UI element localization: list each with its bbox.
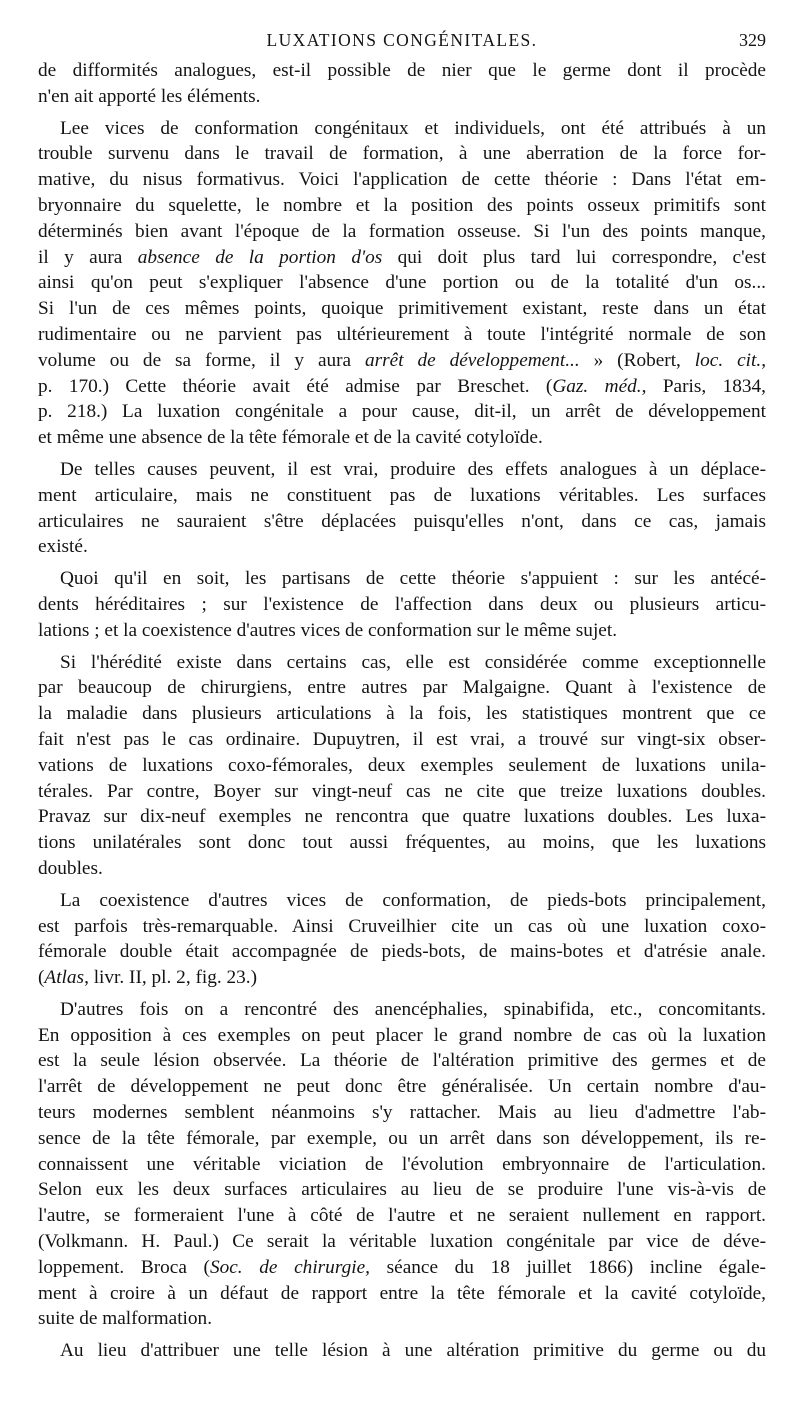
text-line [38, 914, 766, 940]
text-line [38, 1255, 766, 1281]
paragraph [38, 457, 766, 560]
text-run: fait n'est pas le cas ordinaire. Dupuytren, il est vrai, a trouvé sur vingt-six obser- [38, 728, 766, 750]
italic-text: Soc. de chirurgie, [209, 1256, 370, 1278]
text-run: trouble survenu dans le travail de formation, à une aberration de la force for- [38, 143, 766, 165]
text-run: , Paris, 1834, [641, 375, 767, 397]
text-run: séance du 18 juillet 1866) incline égale- [369, 1256, 766, 1278]
text-run: sence de la tête fémorale, par exemple, ou un arrêt dans son développement, ils re- [38, 1127, 766, 1149]
text-line [38, 534, 766, 560]
text-run: est parfois très-remarquable. Ainsi Cruveilhier cite un cas où une luxation coxo- [38, 915, 766, 937]
text-line [38, 399, 766, 425]
text-run: térales. Par contre, Boyer sur vingt-neuf cas ne cite que treize luxations doubles. [38, 780, 766, 802]
text-run: par beaucoup de chirurgiens, entre autres par Malgaigne. Quant à l'existence de [38, 677, 766, 699]
text-run: la maladie dans plusieurs articulations à la fois, les statistiques montrent que ce [38, 703, 766, 725]
text-run: fémorale double était accompagnée de pieds-bots, de mains-botes et d'atrésie anale. [38, 941, 766, 963]
text-run: (Volkmann. H. Paul.) Ce serait la véritable luxation congénitale par vice de déve- [38, 1231, 766, 1253]
paragraph [38, 58, 766, 110]
italic-text: loc. cit. [694, 349, 762, 371]
text-run: p. 170.) Cette théorie avait été admise par Breschet. ( [38, 375, 553, 397]
text-run: tions unilatérales sont donc tout aussi fréquentes, au moins, que les luxations [38, 832, 766, 854]
text-line [38, 592, 766, 618]
text-line [38, 753, 766, 779]
italic-text: Gaz. méd. [552, 375, 642, 397]
text-run: loppement. Broca ( [38, 1256, 210, 1278]
text-run: ment articulaire, mais ne constituent pas de luxations véritables. Les surfaces [38, 484, 766, 506]
text-line [38, 84, 766, 110]
text-run: Pravaz sur dix-neuf exemples ne rencontra que quatre luxations doubles. Les luxa- [38, 806, 766, 828]
text-run: l'autre, se formeraient l'une à côté de l'autre et ne seraient nullement en rapport. [38, 1205, 766, 1227]
italic-text: Atlas [44, 967, 85, 989]
text-line [38, 322, 766, 348]
text-line [38, 245, 766, 271]
text-line [38, 1306, 766, 1332]
italic-text: absence de la portion d'os [137, 246, 383, 268]
text-run: vations de luxations coxo-fémorales, deux exemples seulement de luxations unila- [38, 754, 766, 776]
paragraph [38, 1338, 766, 1364]
text-line [38, 1023, 766, 1049]
text-run: il y aura [38, 246, 138, 268]
text-run: déterminés bien avant l'époque de la formation osseuse. Si l'un des points manque, [38, 220, 766, 242]
text-run: dents héréditaires ; sur l'existence de l'affection dans deux ou plusieurs articu- [38, 593, 766, 615]
text-run: teurs modernes semblent néanmoins s'y rattacher. Mais au lieu d'admettre l'ab- [38, 1102, 766, 1124]
text-line [38, 457, 766, 483]
text-run: Si l'hérédité existe dans certains cas, elle est considérée comme exceptionnelle [60, 651, 766, 673]
text-run: qui doit plus tard lui correspondre, c'est [382, 246, 766, 268]
text-line [38, 830, 766, 856]
text-line [38, 1229, 766, 1255]
text-line [38, 58, 766, 84]
text-line [38, 804, 766, 830]
text-run: articulaires ne sauraient s'être déplacées puisqu'elles n'ont, dans ce cas, jamais [38, 510, 766, 532]
text-line [38, 116, 766, 142]
text-line [38, 425, 766, 451]
paragraph [38, 650, 766, 882]
text-line [38, 296, 766, 322]
text-run: doubles. [38, 857, 103, 879]
text-line [38, 965, 766, 991]
text-line [38, 193, 766, 219]
text-run: p. 218.) La luxation congénitale a pour cause, dit-il, un arrêt de développement [38, 401, 766, 423]
paragraph [38, 888, 766, 991]
page-number: 329 [739, 30, 766, 50]
text-line [38, 650, 766, 676]
paragraph [38, 566, 766, 643]
text-run: D'autres fois on a rencontré des anencéphalies, spinabifida, etc., concomitants. [60, 998, 766, 1020]
text-line [38, 1338, 766, 1364]
text-run: Lee vices de conformation congénitaux et individuels, ont été attribués à un [60, 117, 766, 139]
text-run: existé. [38, 536, 88, 558]
text-line [38, 348, 766, 374]
paragraph [38, 116, 766, 451]
text-run: et même une absence de la tête fémorale et de la cavité cotyloïde. [38, 427, 543, 449]
text-line [38, 618, 766, 644]
text-run: ( [38, 967, 45, 989]
text-line [38, 939, 766, 965]
text-run: » (Robert, [579, 349, 695, 371]
text-run: lations ; et la coexistence d'autres vices de conformation sur le même sujet. [38, 619, 618, 641]
text-line [38, 566, 766, 592]
text-run: La coexistence d'autres vices de conformation, de pieds-bots principalement, [60, 889, 766, 911]
text-run: Si l'un de ces mêmes points, quoique primitivement existant, reste dans un état [38, 298, 766, 320]
text-line [38, 167, 766, 193]
text-run: Au lieu d'attribuer une telle lésion à une altération primitive du germe ou du [60, 1340, 766, 1362]
text-run: de difformités analogues, est-il possible de nier que le germe dont il procède [38, 60, 766, 81]
running-title: LUXATIONS CONGÉNITALES. [266, 30, 538, 50]
text-line [38, 727, 766, 753]
text-line [38, 509, 766, 535]
text-run: bryonnaire du squelette, le nombre et la position des points osseux primitifs sont [38, 194, 766, 216]
text-line [38, 779, 766, 805]
paragraph [38, 997, 766, 1332]
text-run: est la seule lésion observée. La théorie de l'altération primitive des germes et de [38, 1050, 766, 1072]
text-line [38, 888, 766, 914]
text-run: volume ou de sa forme, il y aura [38, 349, 366, 371]
text-line [38, 270, 766, 296]
text-run: En opposition à ces exemples on peut placer le grand nombre de cas où la luxation [38, 1024, 766, 1046]
text-run: ment à croire à un défaut de rapport entre la tête fémorale et la cavité cotyloïde, [38, 1282, 766, 1304]
text-run: rudimentaire ou ne parvient pas ultérieurement à toute l'intégrité normale de son [38, 323, 766, 345]
text-run: l'arrêt de développement ne peut donc être généralisée. Un certain nombre d'au- [38, 1076, 766, 1098]
text-run: suite de malformation. [38, 1308, 213, 1330]
body-text [38, 58, 766, 1364]
text-line [38, 1152, 766, 1178]
italic-text: arrêt de développement... [365, 349, 580, 371]
book-page [38, 30, 766, 1364]
text-line [38, 1074, 766, 1100]
text-run: connaissent une véritable viciation de l'évolution embryonnaire de l'articulation. [38, 1153, 766, 1175]
text-run: De telles causes peuvent, il est vrai, produire des effets analogues à un déplace- [60, 458, 766, 480]
text-run: , [761, 349, 767, 371]
text-line [38, 1281, 766, 1307]
text-line [38, 219, 766, 245]
text-line [38, 997, 766, 1023]
text-line [38, 141, 766, 167]
text-line [38, 1048, 766, 1074]
text-line [38, 1100, 766, 1126]
text-run: , livr. II, pl. 2, fig. 23.) [84, 967, 258, 989]
text-run: ainsi qu'on peut s'expliquer l'absence d'une portion ou de la totalité d'un os... [38, 272, 766, 294]
text-run: n'en ait apporté les éléments. [38, 85, 261, 107]
text-line [38, 1177, 766, 1203]
text-run: mative, du nisus formativus. Voici l'application de cette théorie : Dans l'état em- [38, 169, 766, 191]
text-line [38, 856, 766, 882]
page-header [38, 30, 766, 58]
text-run: Quoi qu'il en soit, les partisans de cette théorie s'appuient : sur les antécé- [60, 568, 766, 590]
text-run: Selon eux les deux surfaces articulaires au lieu de se produire l'une vis-à-vis de [38, 1179, 766, 1201]
text-line [38, 1126, 766, 1152]
text-line [38, 483, 766, 509]
text-line [38, 675, 766, 701]
text-line [38, 1203, 766, 1229]
text-line [38, 701, 766, 727]
text-line [38, 374, 766, 400]
